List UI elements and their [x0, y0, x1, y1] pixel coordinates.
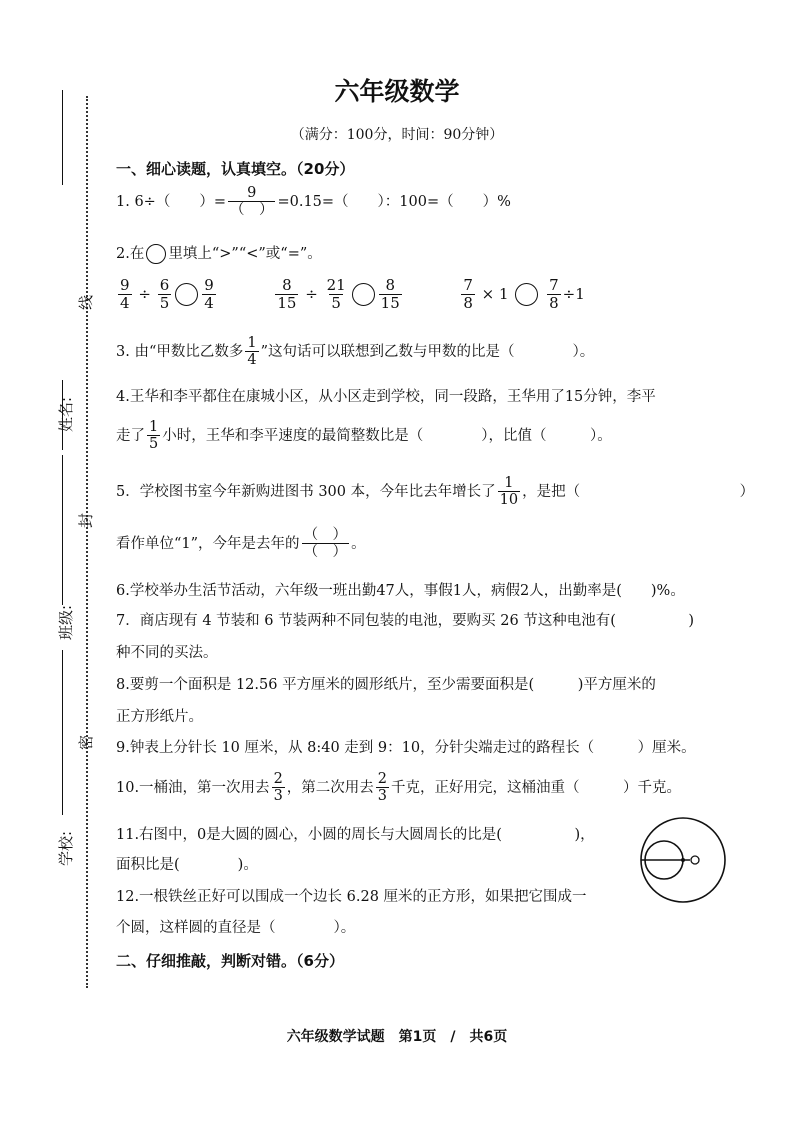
side-label-xian: 线	[77, 294, 96, 311]
question-5-line-1: 5．学校图书室今年新购进图书 300 本，今年比去年增长了 $\frac{1}{10}$ ，是把（ ）	[116, 475, 755, 509]
side-label-class: 班级:	[57, 604, 76, 641]
class-blank-line-top	[62, 455, 63, 605]
question-7-line-1: 7．商店现有 4 节装和 6 节装两种不同包装的电池，要购买 26 节这种电池有( )	[116, 613, 695, 629]
question-1: 1. 6÷（ ）= $\frac{9}{( )}$ =0.15=（ ）：100=（ ）%	[116, 185, 511, 219]
question-4-line-2: 走了 $\frac{1}{5}$ 小时，王华和李平速度的最简整数比是（ ），比值（ ）。	[116, 419, 612, 453]
page-footer: 六年级数学试题 第1页 / 共6页	[286, 1029, 508, 1045]
tiny-circle	[691, 856, 699, 864]
question-10: 10.一桶油，第一次用去 $\frac{2}{3}$ ，第二次用去 $\frac{2}{3}$ 千克，正好用完，这桶油重（ ）千克。	[116, 771, 682, 805]
question-8-line-1: 8.要剪一个面积是 12.56 平方厘米的圆形纸片，至少需要面积是( )平方厘米的	[116, 677, 656, 693]
side-label-name: 姓名:	[57, 396, 76, 433]
school-blank-line	[62, 650, 63, 815]
question-4-line-1: 4.王华和李平都住在康城小区，从小区走到学校，同一段路，王华用了15分钟，李平	[116, 389, 656, 405]
question-7-line-2: 种不同的买法。	[116, 645, 218, 661]
compare-circle-2[interactable]	[352, 283, 375, 306]
page-subtitle: （满分：100分，时间：90分钟）	[290, 127, 504, 143]
question-12-line-2: 个圆，这样圆的直径是（ ）。	[116, 920, 356, 936]
binding-dotted-line	[86, 96, 88, 988]
question-6: 6.学校举办生活节活动，六年级一班出勤47人，事假1人，病假2人，出勤率是( )%。	[116, 583, 685, 599]
question-5-line-2: 看作单位“1”，今年是去年的 $\frac{( )}{( )}$ 。	[116, 527, 366, 561]
question-11-line-1: 11.右图中，0是大圆的圆心，小圆的周长与大圆周长的比是( )，	[116, 827, 595, 843]
side-label-school: 学校:	[57, 830, 76, 867]
compare-circle-sample	[146, 244, 166, 264]
page-title: 六年级数学	[334, 77, 460, 106]
section-heading-1: 一、细心读题，认真填空。（20分）	[116, 160, 355, 178]
question-3: 3. 由“甲数比乙数多 $\frac{1}{4}$ ”这句话可以联想到乙数与甲数的比是（ ）。	[116, 335, 595, 369]
section-heading-2: 二、仔细推敲，判断对错。（6分）	[116, 952, 344, 970]
question-11-line-2: 面积比是( )。	[116, 857, 258, 873]
question-12-line-1: 12.一根铁丝正好可以围成一个边长 6.28 厘米的正方形，如果把它围成一	[116, 889, 587, 905]
compare-circle-1[interactable]	[175, 283, 198, 306]
side-label-mi: 密	[77, 734, 96, 751]
circles-figure-svg	[638, 816, 734, 906]
question-2-expressions: $\frac{9}{4}$ ÷ $\frac{6}{5}$ $\frac{9}{4}$ $\frac{8}{15}$ ÷ $\frac{21}{5}$ $\frac{8}{15}$ $\frac{7}{8}$ × 1 $\frac{7}{8}$ ÷1	[120, 276, 585, 312]
question-9: 9.钟表上分针长 10 厘米，从 8:40 走到 9：10，分针尖端走过的路程长（ ）厘米。	[116, 740, 696, 756]
compare-circle-3[interactable]	[515, 283, 538, 306]
q1-fraction: $\frac{9}{( )}$	[229, 185, 274, 219]
question-2: 2.在 里填上“>”“<”或“=”。	[116, 246, 322, 262]
question-8-line-2: 正方形纸片。	[116, 709, 203, 725]
circles-figure	[638, 816, 734, 910]
side-label-feng: 封	[77, 512, 96, 529]
